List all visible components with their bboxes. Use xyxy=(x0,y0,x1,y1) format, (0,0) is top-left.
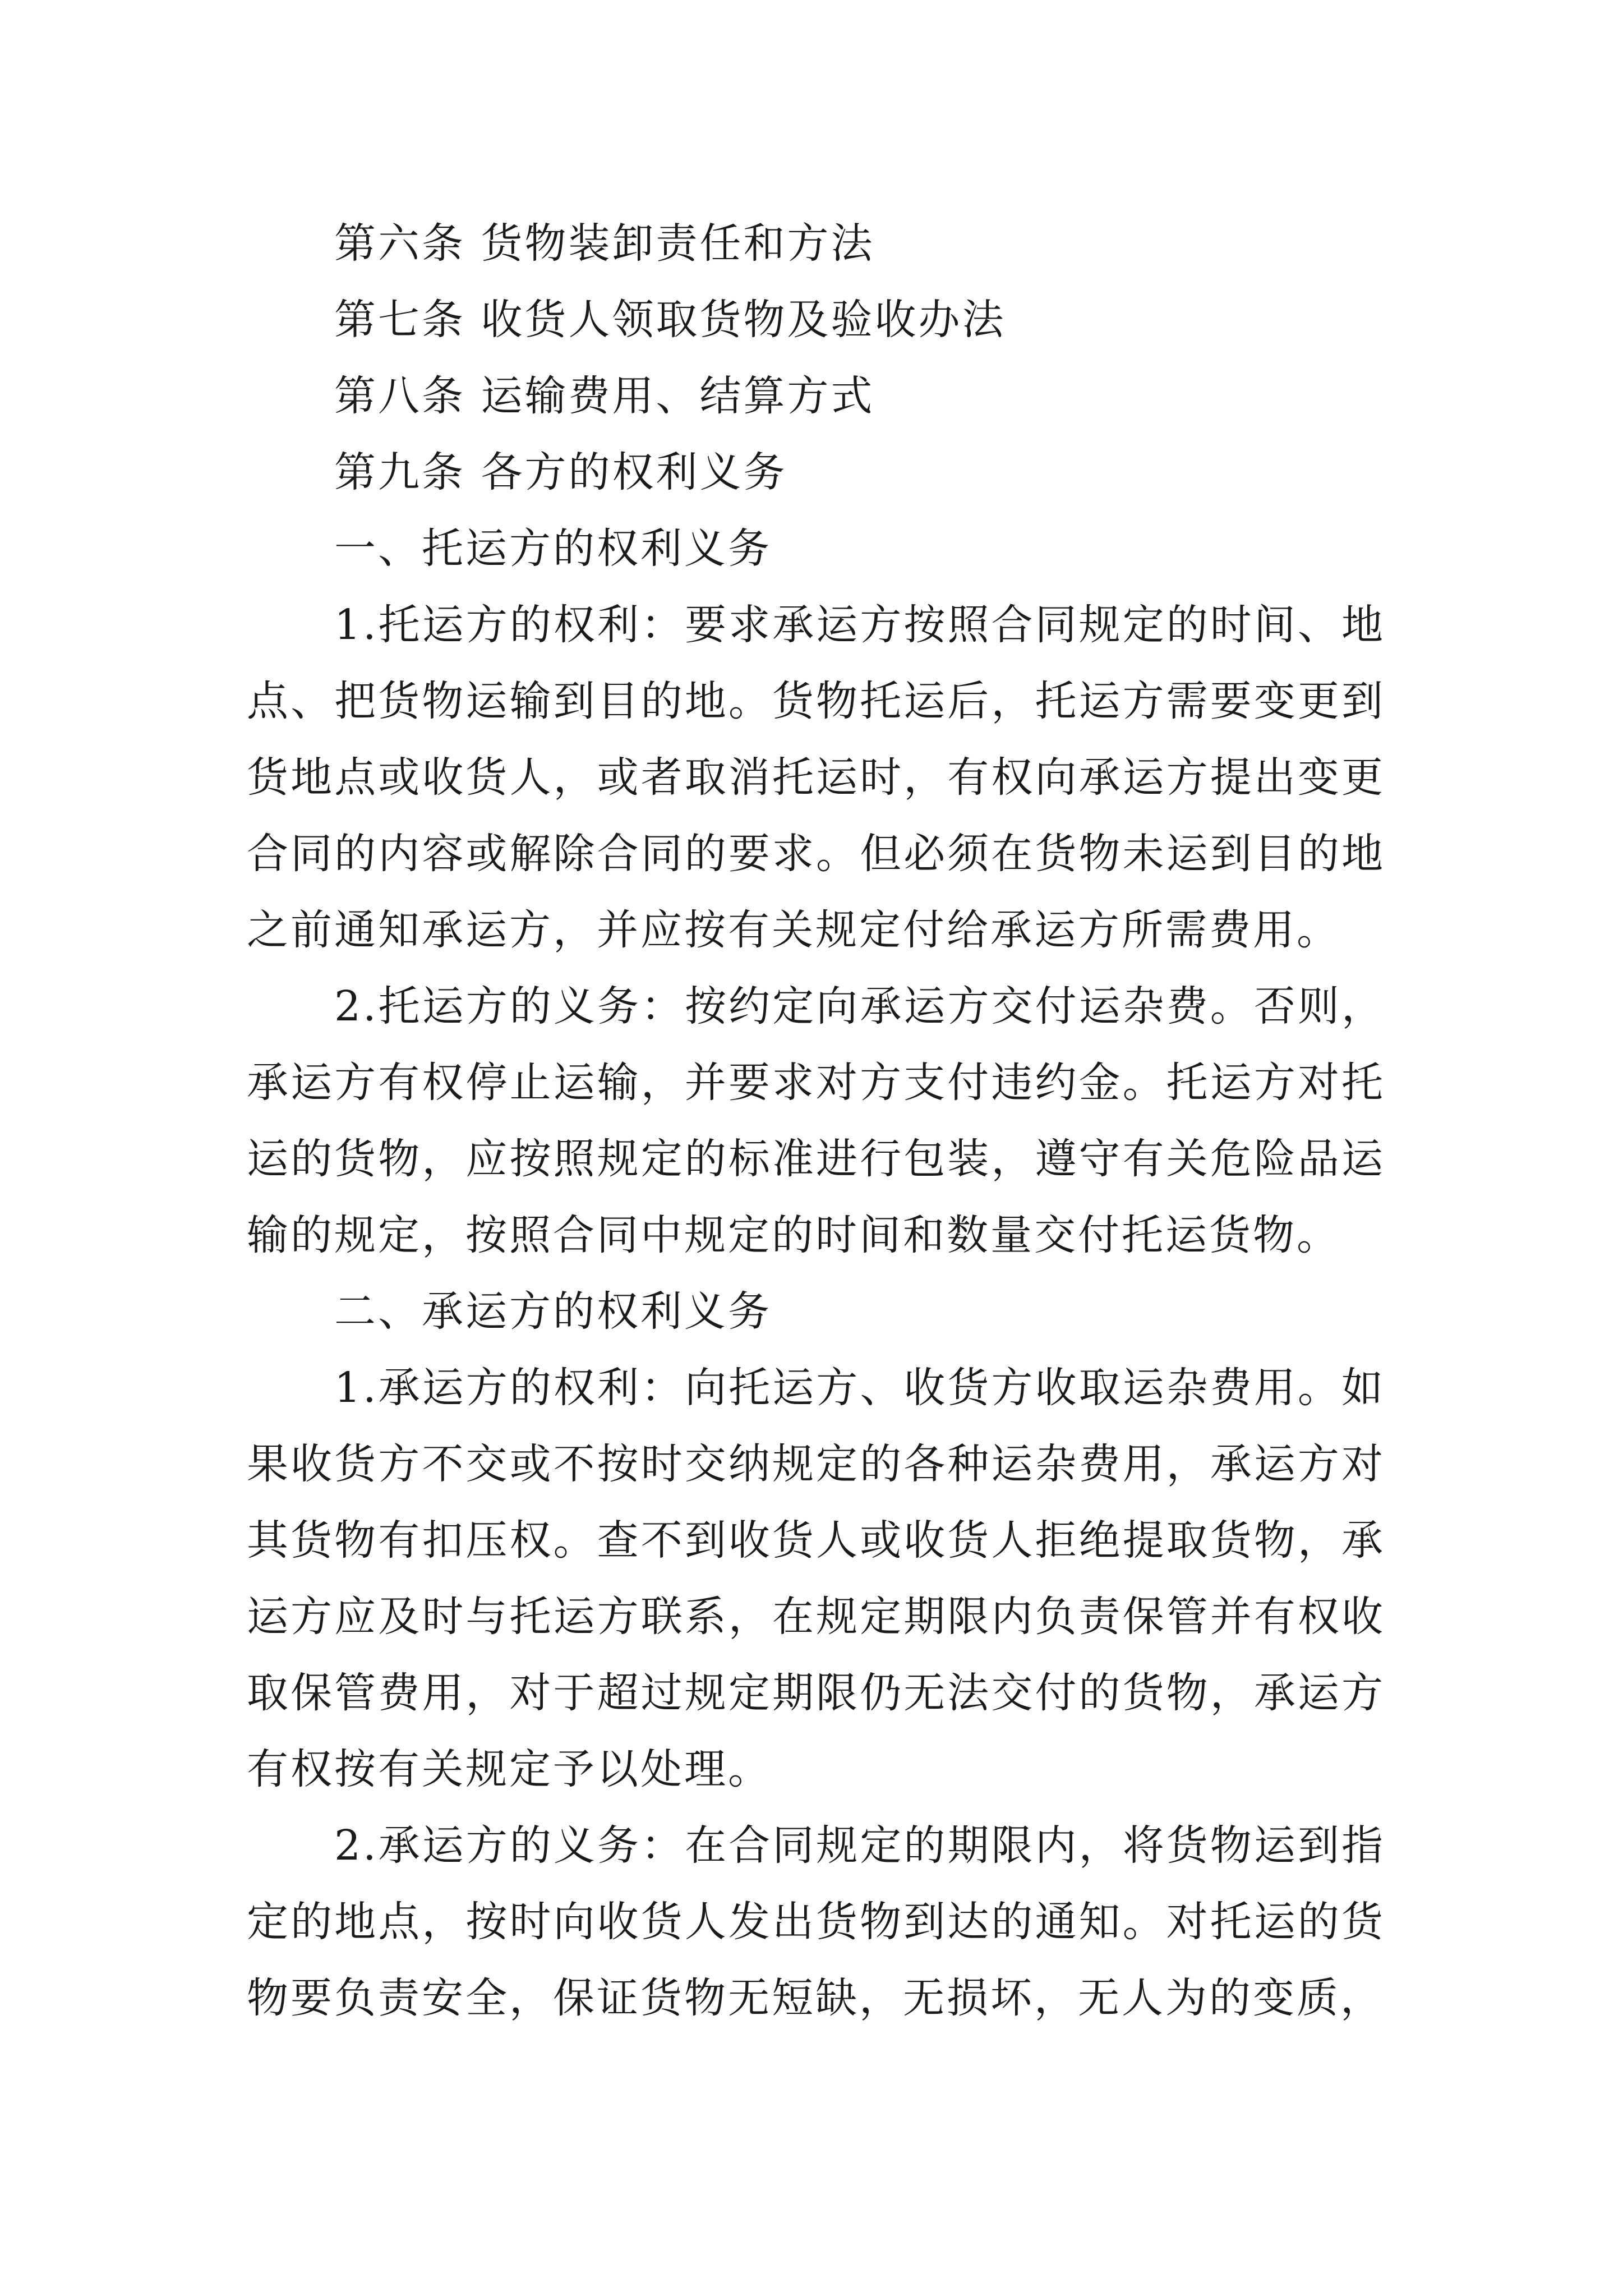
carrier-obligations-paragraph: 2.承运方的义务：在合同规定的期限内，将货物运到指定的地点，按时向收货人发出货物到达的通知。对托运的货物要负责安全，保证货物无短缺，无损坏，无人为的变质， xyxy=(247,1821,1385,2022)
article-7-heading: 第七条 收货人领取货物及验收办法 xyxy=(334,296,1006,344)
shipper-rights-paragraph: 1.托运方的权利：要求承运方按照合同规定的时间、地点、把货物运输到目的地。货物托运后，托运方需要变更到货地点或收货人，或者取消托运时，有权向承运方提出变更合同的内容或解除合同的要求。但必须在货物未运到目的地之前通知承运方，并应按有关规定付给承运方所需费用。 xyxy=(247,601,1385,954)
carrier-rights-paragraph: 1.承运方的权利：向托运方、收货方收取运杂费用。如果收货方不交或不按时交纳规定的各种运杂费用，承运方对其货物有扣压权。查不到收货人或收货人拒绝提取货物，承运方应及时与托运方联系，在规定期限内负责保管并有权收取保管费用，对于超过规定期限仍无法交付的货物，承运方有权按有关规定予以处理。 xyxy=(247,1364,1385,1793)
carrier-section-title: 二、承运方的权利义务 xyxy=(334,1287,772,1336)
shipper-obligations-paragraph: 2.托运方的义务：按约定向承运方交付运杂费。否则，承运方有权停止运输，并要求对方支付违约金。托运方对托运的货物，应按照规定的标准进行包装，遵守有关危险品运输的规定，按照合同中规定的时间和数量交付托运货物。 xyxy=(247,982,1385,1259)
article-8-heading: 第八条 运输费用、结算方式 xyxy=(334,372,875,420)
article-6-heading: 第六条 货物装卸责任和方法 xyxy=(334,219,875,268)
article-9-heading: 第九条 各方的权利义务 xyxy=(334,448,787,496)
shipper-section-title: 一、托运方的权利义务 xyxy=(334,524,772,573)
document-body xyxy=(247,205,1385,2036)
